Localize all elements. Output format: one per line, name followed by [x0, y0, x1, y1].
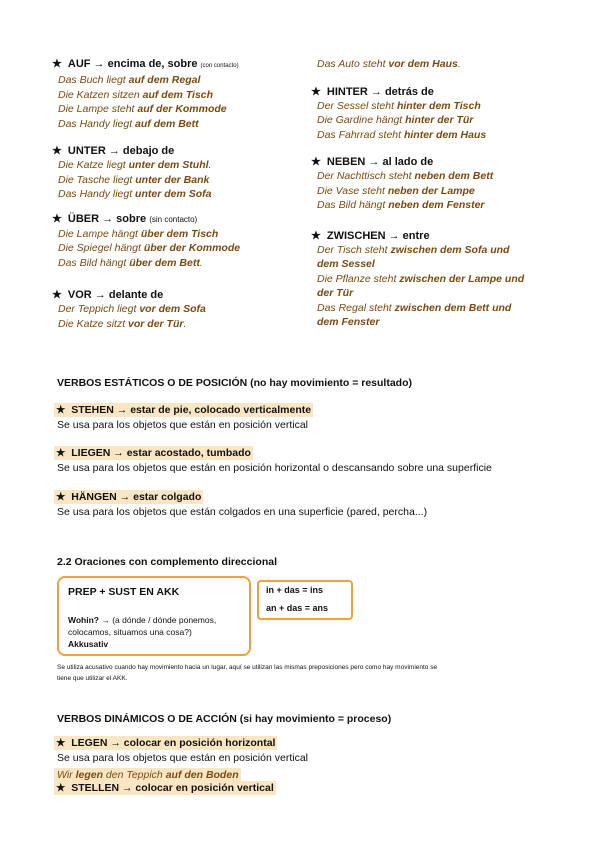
example-line: Das Auto steht vor dem Haus. [317, 58, 461, 70]
prep-block-auf [52, 57, 302, 131]
example-line: Die Pflanze steht zwischen der Lampe und [317, 272, 525, 285]
prep-heading: ★ UNTER → debajo de [52, 145, 175, 157]
prep-block-uber [52, 212, 302, 271]
prep-block-zwischen [311, 229, 561, 330]
example-line: dem Fenster [317, 316, 380, 328]
example-line: dem Sessel [317, 258, 375, 270]
star-icon: ★ [56, 782, 66, 794]
right-column [311, 57, 561, 330]
star-icon: ★ [56, 737, 66, 749]
verb-hangen [54, 487, 427, 519]
verb-description: Se usa para los objetos que están en posición vertical [57, 419, 308, 431]
star-icon: ★ [56, 491, 66, 503]
example-line: Das Fahrrad steht hinter dem Haus [317, 128, 487, 141]
example-line: Die Katzen sitzen auf dem Tisch [58, 88, 214, 101]
verb-description: Se usa para los objetos que están en posición vertical [57, 752, 308, 764]
verb-heading: ★ STELLEN → colocar en posición vertical [56, 782, 274, 794]
contraction-ins: in + das = ins [266, 585, 324, 595]
prep-block-unter [52, 144, 302, 202]
prep-heading: ★ AUF → encima de, sobre (con contacto) [52, 58, 239, 70]
star-icon: ★ [56, 404, 66, 416]
star-icon: ★ [52, 58, 62, 70]
verb-liegen [54, 443, 492, 475]
static-verbs-title: VERBOS ESTÁTICOS O DE POSICIÓN (no hay movimiento = resultado) [57, 377, 413, 389]
akk-rule-box [57, 576, 251, 656]
akk-note: Se utiliza acusativo cuando hay movimiento hacia un lugar, aquí se utilizan las mismas preposiciones pero como hay movimiento se tiene que utilizar el AKK. [57, 664, 438, 682]
box-question: Wohin? → (a dónde / dónde ponemos, colocamos, situamos una cosa?) Akkusativ [68, 615, 217, 649]
verb-description: Se usa para los objetos que están colgados en una superficie (pared, percha...) [57, 506, 428, 518]
verb-stehen [54, 400, 313, 432]
prep-block-hinter [311, 85, 561, 143]
star-icon: ★ [52, 145, 62, 157]
prep-heading: ★ NEBEN → al lado de [311, 156, 434, 168]
example-line: Der Tisch steht zwischen dem Sofa und [317, 243, 510, 256]
verb-heading: ★ HÄNGEN → estar colgado [56, 491, 202, 503]
prep-block-vor [52, 288, 302, 331]
left-column [52, 57, 302, 331]
example-line: Die Tasche liegt unter der Bank [58, 173, 210, 186]
example-line: Das Bild hängt über dem Bett. [58, 256, 203, 269]
verb-description: Se usa para los objetos que están en posición horizontal o descansando sobre una superficie [57, 462, 492, 474]
example-line: Die Lampe steht auf der Kommode [58, 103, 227, 115]
prep-heading: ★ ÜBER → sobre (sin contacto) [52, 212, 198, 225]
verb-heading: ★ STEHEN → estar de pie, colocado verticalmente [56, 404, 312, 416]
prep-heading: ★ ZWISCHEN → entre [311, 229, 430, 242]
dynamic-verbs-title: VERBOS DINÁMICOS O DE ACCIÓN (si hay movimiento = proceso) [57, 713, 392, 725]
example-line: Die Vase steht neben der Lampe [317, 184, 475, 197]
example-line: Das Handy liegt auf dem Bett [58, 117, 199, 130]
example-line: Der Teppich liegt vor dem Sofa [58, 303, 206, 315]
box-title: PREP + SUST EN AKK [68, 586, 180, 598]
example-line: Das Regal steht zwischen dem Bett und [317, 301, 512, 314]
star-icon: ★ [311, 229, 321, 242]
example-line: der Tür [317, 287, 354, 299]
example-line: Das Bild hängt neben dem Fenster [317, 199, 485, 211]
star-icon: ★ [311, 85, 321, 98]
prep-heading: ★ VOR → delante de [52, 289, 164, 301]
example-line: Die Gardine hängt hinter der Tür [317, 114, 474, 126]
contraction-ans: an + das = ans [266, 603, 329, 613]
star-icon: ★ [311, 156, 321, 168]
verb-legen [54, 733, 308, 783]
verb-stellen [54, 778, 276, 796]
verb-example: Wir legen den Teppich auf den Boden [54, 768, 241, 782]
direccional-title: 2.2 Oraciones con complemento direccional [57, 556, 277, 568]
example-line: Der Sessel steht hinter dem Tisch [317, 99, 481, 112]
prep-heading: ★ HINTER → detrás de [311, 85, 434, 98]
example-line: Die Spiegel hängt über der Kommode [58, 242, 241, 254]
example-line: Die Lampe hängt über dem Tisch [58, 227, 219, 240]
star-icon: ★ [52, 289, 62, 301]
star-icon: ★ [52, 212, 62, 225]
contraction-box [257, 580, 353, 620]
example-line: Das Handy liegt unter dem Sofa [58, 188, 212, 200]
verb-heading: ★ LEGEN → colocar en posición horizontal [56, 737, 276, 749]
example-line: Die Katze liegt unter dem Stuhl. [58, 159, 212, 171]
example-line: Das Buch liegt auf dem Regal [58, 74, 201, 86]
example-line: Der Nachttisch steht neben dem Bett [317, 170, 494, 182]
star-icon: ★ [56, 447, 66, 459]
example-line: Die Katze sitzt vor der Tür. [58, 317, 187, 330]
prep-block-neben [311, 155, 561, 213]
verb-heading: ★ LIEGEN → estar acostado, tumbado [56, 447, 251, 459]
